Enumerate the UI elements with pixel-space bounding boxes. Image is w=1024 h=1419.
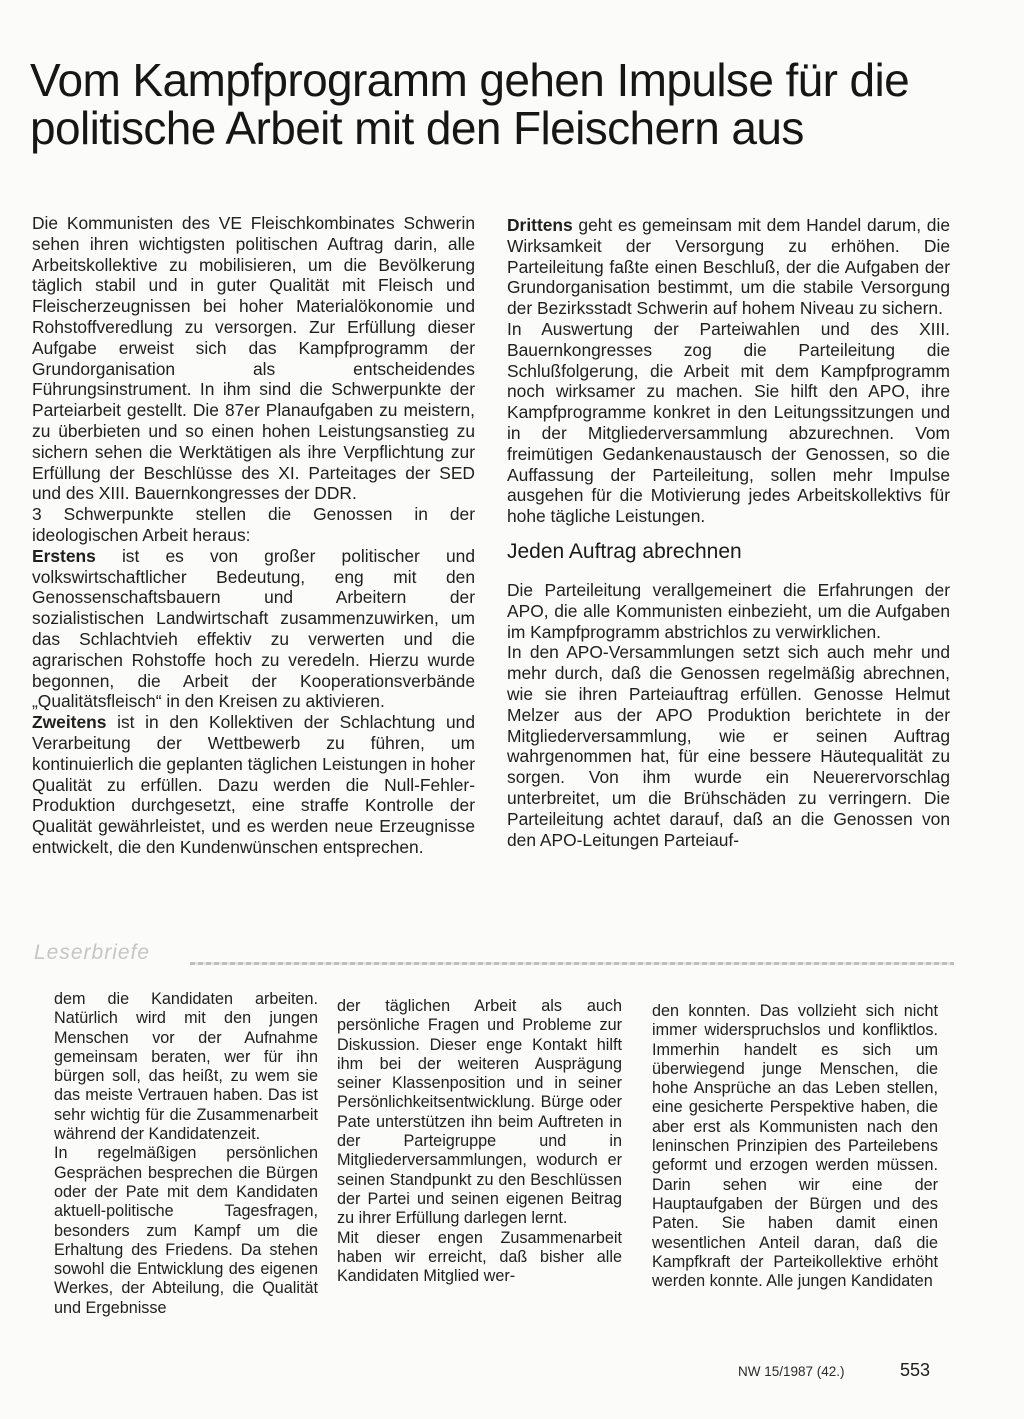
paragraph: Die Kommunisten des VE Fleischkombinates Schwerin sehen ihren wichtigsten politischen Auftrag darin, alle Arbeitskollektive zu mobilisieren, um die Bevölkerung täglich stabil und in guter Qualität mit Fleisch und Fleischerzeugnissen bei hoher Materialökonomie und Rohstoffveredlung zu versorgen. Zur Erfüllung dieser Aufgabe erweist sich das Kampfprogramm der Grundorganisation als entscheidendes Führungsinstrument. In ihm sind die Schwerpunkte der Parteiarbeit gestellt. Die 87er Planaufgaben zu meistern, zu überbieten und so einen hohen Leistungsanstieg zu sichern sehen die Werktätigen als ihre Verpflichtung zur Erfüllung der Beschlüsse des XI. Parteitages der SED und des XIII. Bauernkongresses der DDR. bbox=[32, 213, 475, 504]
article-column-2 bbox=[507, 215, 950, 850]
paragraph: dem die Kandidaten arbeiten. Natürlich wird mit den jungen Menschen vor der Aufnahme gemeinsam beraten, wer für ihn bürgen soll, das heißt, zu wem sie das meiste Vertrauen haben. Das ist sehr wichtig für die Zusammenarbeit während der Kandidatenzeit. bbox=[54, 990, 318, 1144]
letters-column-2 bbox=[337, 997, 622, 1286]
paragraph: In regelmäßigen persönlichen Gesprächen besprechen die Bürgen oder der Pate mit dem Kandidaten aktuell-politische Tagesfragen, besonders zum Kampf um die Erhaltung des Friedens. Da stehen sowohl die Entwicklung des eigenen Werkes, der Abteilung, die Qualität und Ergebnisse bbox=[54, 1144, 318, 1317]
letters-label: Leserbriefe bbox=[34, 941, 151, 964]
paragraph: 3 Schwerpunkte stellen die Genossen in der ideologischen Arbeit heraus: bbox=[32, 504, 475, 545]
dotted-rule bbox=[190, 962, 954, 965]
lead-word: Erstens bbox=[32, 545, 96, 566]
lead-word: Drittens bbox=[507, 215, 573, 235]
letters-column-3 bbox=[652, 1002, 938, 1291]
paragraph: Zweitens ist in den Kollektiven der Schlachtung und Verarbeitung der Wettbewerb zu führen, um kontinuierlich die geplanten täglichen Leistungen in hoher Qualität zu erfüllen. Dazu werden die Null-Fehler-Produktion durchgesetzt, eine straffe Kontrolle der Qualität gewährleistet, und es werden neue Erzeugnisse entwickelt, die den Kundenwünschen entsprechen. bbox=[32, 712, 475, 857]
letters-column-1 bbox=[54, 990, 318, 1318]
article-column-1 bbox=[32, 213, 475, 858]
section-subheading: Jeden Auftrag abrechnen bbox=[507, 539, 742, 563]
letters-section-header bbox=[34, 940, 954, 970]
paragraph: Erstens ist es von großer politischer und volkswirtschaftlicher Bedeutung, eng mit den Genossenschaftsbauern und Arbeitern der sozialistischen Landwirtschaft zusammenzuwirken, um das Schlachtvieh effektiv zu verwerten und die agrarischen Rohstoffe hoch zu veredeln. Hierzu wurde begonnen, die Arbeit der Kooperationsverbände „Qualitätsfleisch“ in den Kreisen zu aktivieren. bbox=[32, 545, 475, 712]
paragraph: Die Parteileitung verallgemeinert die Erfahrungen der APO, die alle Kommunisten einbezieht, um die Aufgaben im Kampfprogramm abstrichlos zu verwirklichen. bbox=[507, 579, 950, 642]
lead-word: Zweitens bbox=[32, 712, 107, 733]
paragraph: In den APO-Versammlungen setzt sich auch mehr und mehr durch, daß die Genossen regelmäßig abrechnen, wie sie ihren Parteiauftrag erfüllen. Genosse Helmut Melzer aus der APO Produktion berichtete in der Mitgliederversammlung, wie er seinen Auftrag wahrgenommen hat, für eine bessere Häutequalität zu sorgen. Von ihm wurde ein Neuerervorschlag unterbreitet, um die Brühschäden zu verringern. Die Parteileitung achtet darauf, daß an die Genossen von den APO-Leitungen Parteiauf- bbox=[507, 642, 950, 850]
article-title: Vom Kampfprogramm gehen Impulse für die politische Arbeit mit den Fleischern aus bbox=[30, 54, 910, 154]
paragraph: In Auswertung der Parteiwahlen und des XIII. Bauernkongresses zog die Parteileitung die Schlußfolgerung, die Arbeit mit dem Kampfprogramm noch wirksamer zu machen. Sie hilft den APO, ihre Kampfprogramme konkret in den Leitungssitzungen und in der Mitgliederversammlung abzurechnen. Vom freimütigen Gedankenaustausch der Genossen, so die Auffassung der Parteileitung, sollen mehr Impulse ausgehen für die Motivierung jedes Arbeitskollektivs für hohe tägliche Leistungen. bbox=[507, 318, 950, 527]
paragraph: den konnten. Das vollzieht sich nicht immer widerspruchslos und konfliktlos. Immerhin handelt es sich um überwiegend junge Menschen, die hohe Ansprüche an das Leben stellen, eine gesicherte Perspektive haben, die aber erst als Kommunisten nach den leninschen Prinzipien des Parteilebens geformt und erzogen werden müssen. Darin sehen wir eine der Hauptaufgaben der Bürgen und des Paten. Sie haben damit einen wesentlichen Anteil daran, daß die Kampfkraft der Parteikollektive erhöht werden konnte. Alle jungen Kandidaten bbox=[652, 1002, 938, 1291]
page-number: 553 bbox=[900, 1360, 931, 1380]
paragraph: der täglichen Arbeit als auch persönliche Fragen und Probleme zur Diskussion. Dieser enge Kontakt hilft ihm bei der weiteren Ausprägung seiner Klassenposition und in seiner Persönlichkeitsentwicklung. Bürge oder Pate unterstützen ihn beim Auftreten in der Parteigruppe und in Mitgliederversammlungen, wodurch er seinen Standpunkt zu den Beschlüssen der Partei und seinen eigenen Beitrag zu ihrer Erfüllung darlegen lernt. bbox=[337, 997, 622, 1228]
paragraph: Drittens geht es gemeinsam mit dem Handel darum, die Wirksamkeit der Versorgung zu erhöhen. Die Parteileitung faßte einen Beschluß, der die Aufgaben der Grundorganisation bestimmt, um die stabile Versorgung der Bezirksstadt Schwerin auf hohem Niveau zu sichern. bbox=[507, 215, 950, 319]
paragraph: Mit dieser engen Zusammenarbeit haben wir erreicht, daß bisher alle Kandidaten Mitglied wer- bbox=[337, 1228, 622, 1286]
issue-reference: NW 15/1987 (42.) bbox=[738, 1364, 845, 1379]
